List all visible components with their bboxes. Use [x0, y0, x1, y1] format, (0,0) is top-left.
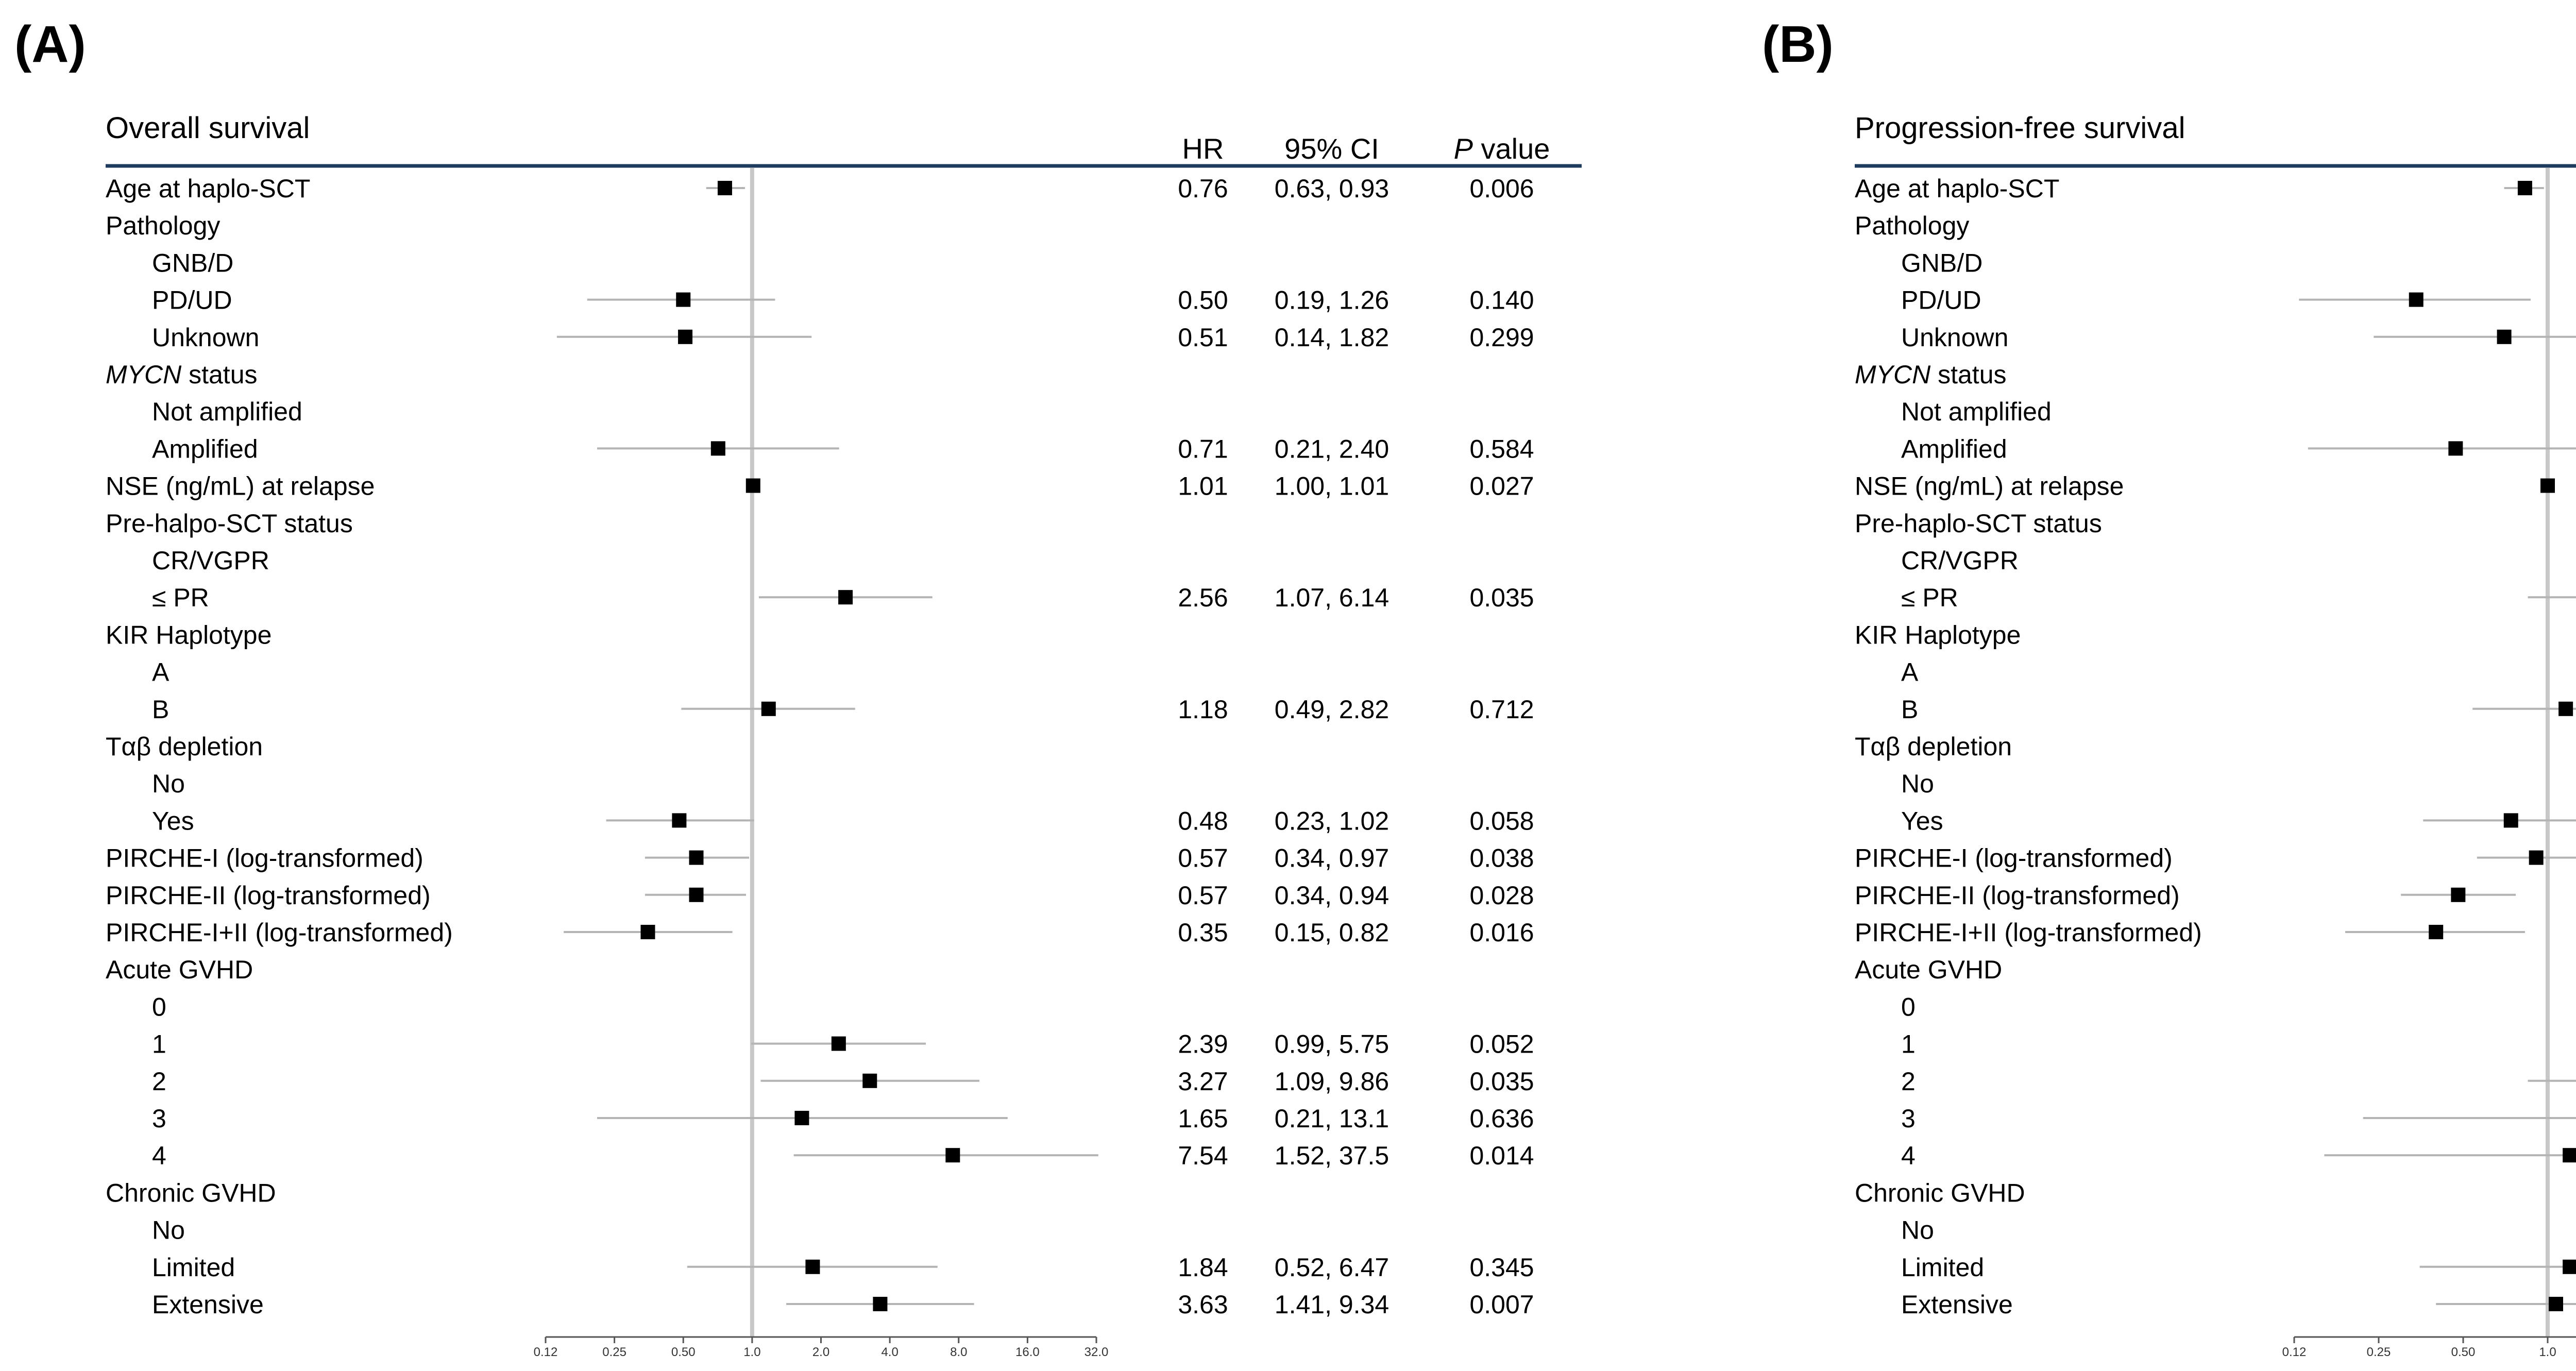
hr-point — [873, 1297, 887, 1311]
table-row — [1855, 955, 2002, 984]
row-label: PD/UD — [1901, 285, 1981, 315]
hr-value: 3.27 — [1178, 1067, 1228, 1096]
row-label: GNB/D — [1901, 248, 1983, 278]
hr-point — [2429, 925, 2443, 939]
table-row — [1855, 360, 2007, 389]
row-label: Age at haplo-SCT — [106, 174, 311, 203]
table-row — [1901, 1141, 2576, 1170]
table-row — [1901, 1290, 2576, 1319]
row-label: A — [152, 657, 170, 687]
p-value-header — [1454, 132, 1550, 165]
row-label: PIRCHE-I+II (log-transformed) — [106, 918, 453, 947]
hr-point — [832, 1037, 846, 1051]
row-label: No — [1901, 1215, 1934, 1245]
table-row — [152, 583, 1534, 612]
table-row — [152, 1253, 1534, 1282]
row-label: Amplified — [152, 434, 258, 464]
row-label: Extensive — [152, 1290, 264, 1319]
row-label: Pathology — [106, 211, 221, 241]
p-letter: P — [1453, 132, 1473, 165]
row-label: Chronic GVHD — [106, 1178, 276, 1208]
table-row — [1901, 992, 1916, 1021]
row-label: Yes — [152, 806, 194, 836]
table-row — [1855, 509, 2102, 538]
p-value: 0.636 — [1469, 1104, 1534, 1133]
row-label: PIRCHE-II (log-transformed) — [106, 881, 431, 910]
x-tick-label: 1.0 — [743, 1345, 761, 1359]
hr-point — [945, 1148, 960, 1162]
table-row — [152, 434, 1534, 463]
row-label: Pre-haplo-SCT status — [1855, 509, 2102, 538]
p-value: 0.035 — [1469, 583, 1534, 613]
hr-point — [2409, 293, 2424, 307]
hr-point — [794, 1111, 809, 1125]
x-tick-label: 0.25 — [602, 1345, 626, 1359]
table-row — [1901, 769, 1934, 798]
row-label: Acute GVHD — [1855, 955, 2003, 985]
table-row — [1901, 806, 2576, 835]
ci-value: 0.21, 2.40 — [1274, 434, 1389, 464]
ci-value: 1.41, 9.34 — [1274, 1290, 1389, 1319]
hr-point — [2497, 330, 2512, 344]
x-tick-label: 0.12 — [2282, 1345, 2307, 1359]
ci-value: 1.09, 9.86 — [1274, 1067, 1389, 1096]
table-row — [152, 1216, 185, 1245]
table-row — [106, 881, 1534, 910]
p-value: 0.712 — [1469, 695, 1534, 724]
row-label: 1 — [152, 1029, 166, 1059]
hr-value: 0.76 — [1178, 174, 1228, 203]
table-row — [106, 918, 1534, 947]
row-label: PD/UD — [152, 285, 232, 315]
table-row — [1901, 695, 2576, 724]
table-row — [152, 658, 170, 687]
p-value: 0.584 — [1469, 434, 1534, 464]
row-label-italic: MYCN — [1855, 360, 1931, 389]
table-row — [1855, 732, 2012, 761]
table-row — [1855, 211, 1969, 240]
p-value: 0.038 — [1469, 843, 1534, 873]
table-row — [152, 1290, 1534, 1319]
table-row — [1901, 286, 2576, 315]
ci-value: 0.34, 0.97 — [1274, 843, 1389, 873]
table-row — [106, 620, 272, 649]
x-tick-label: 0.50 — [671, 1345, 696, 1359]
hr-point — [672, 813, 686, 827]
row-label: B — [152, 695, 170, 724]
table-row — [106, 732, 263, 761]
row-label: Not amplified — [152, 397, 302, 427]
x-tick-label: 0.12 — [533, 1345, 558, 1359]
hr-value: 3.63 — [1178, 1290, 1228, 1319]
table-row — [152, 769, 185, 798]
table-row — [152, 1104, 1534, 1133]
p-value: 0.007 — [1469, 1290, 1534, 1319]
table-row — [152, 1030, 1534, 1059]
row-label: PIRCHE-I (log-transformed) — [106, 843, 423, 873]
p-value: 0.140 — [1469, 285, 1534, 315]
table-row — [106, 472, 1534, 501]
table-row — [1901, 1067, 2576, 1096]
table-row — [1901, 546, 2019, 575]
row-label: Extensive — [1901, 1290, 2013, 1319]
row-label: 0 — [1901, 992, 1916, 1022]
hr-point — [2518, 181, 2532, 195]
table-row — [1855, 881, 2576, 910]
panel-b — [1762, 15, 2576, 1359]
ci-value: 0.23, 1.02 — [1274, 806, 1389, 836]
row-label: CR/VGPR — [1901, 546, 2019, 575]
row-label: Limited — [1901, 1252, 1985, 1282]
ci-value: 0.99, 5.75 — [1274, 1029, 1389, 1059]
table-row — [1901, 658, 1919, 687]
x-tick-label: 4.0 — [881, 1345, 899, 1359]
row-label-suffix: status — [181, 360, 258, 389]
hr-point — [2558, 702, 2573, 716]
table-row — [152, 397, 302, 426]
hr-value: 0.57 — [1178, 843, 1228, 873]
p-value: 0.016 — [1469, 918, 1534, 947]
row-label: PIRCHE-I (log-transformed) — [1855, 843, 2173, 873]
hr-point — [746, 479, 760, 493]
table-row — [152, 323, 1534, 352]
ci-value: 1.07, 6.14 — [1274, 583, 1389, 613]
ci-value: 0.49, 2.82 — [1274, 695, 1389, 724]
hr-point — [689, 888, 704, 902]
table-row — [106, 509, 353, 538]
row-label: No — [152, 769, 185, 799]
ci-value: 1.52, 37.5 — [1274, 1141, 1389, 1171]
table-row — [1855, 472, 2576, 501]
row-label: 3 — [1901, 1104, 1916, 1133]
table-row — [106, 955, 253, 984]
hr-point — [2563, 1260, 2576, 1274]
hr-value: 1.01 — [1178, 471, 1228, 501]
row-label: ≤ PR — [1901, 583, 1958, 613]
row-label: Pathology — [1855, 211, 1970, 241]
row-label: NSE (ng/mL) at relapse — [106, 471, 375, 501]
table-row — [106, 174, 1534, 203]
hr-point — [805, 1260, 820, 1274]
row-label: No — [152, 1215, 185, 1245]
row-label: No — [1901, 769, 1934, 799]
table-row — [1901, 1253, 2576, 1282]
x-tick-label: 16.0 — [1015, 1345, 1040, 1359]
hr-point — [676, 293, 690, 307]
x-tick-label: 0.25 — [2366, 1345, 2391, 1359]
p-value: 0.035 — [1469, 1067, 1534, 1096]
row-label: 4 — [152, 1141, 166, 1171]
table-row — [152, 546, 269, 575]
x-tick-label: 32.0 — [1084, 1345, 1109, 1359]
row-label: B — [1901, 695, 1919, 724]
table-row — [1855, 1178, 2025, 1207]
hr-value: 1.65 — [1178, 1104, 1228, 1133]
table-row — [152, 1067, 1534, 1096]
row-label-italic: MYCN — [106, 360, 182, 389]
row-label: GNB/D — [152, 248, 234, 278]
row-label: Limited — [152, 1252, 235, 1282]
table-row — [1901, 583, 2576, 612]
row-label: Tαβ depletion — [106, 732, 263, 761]
table-row — [1901, 434, 2576, 463]
p-value: 0.027 — [1469, 471, 1534, 501]
hr-value: 0.57 — [1178, 881, 1228, 910]
hr-point — [2549, 1297, 2563, 1311]
table-row — [106, 1178, 276, 1207]
row-label: Unknown — [1901, 323, 2009, 352]
hr-point — [862, 1074, 877, 1088]
hr-value: 2.56 — [1178, 583, 1228, 613]
table-row — [152, 248, 233, 277]
row-label: Acute GVHD — [106, 955, 253, 985]
hr-value: 2.39 — [1178, 1029, 1228, 1059]
row-label: Pre-halpo-SCT status — [106, 509, 353, 538]
hr-point — [2448, 441, 2463, 455]
hr-point — [2540, 479, 2555, 493]
hr-value: 0.71 — [1178, 434, 1228, 464]
hr-point — [678, 330, 692, 344]
hr-point — [2504, 813, 2518, 827]
panel-a — [14, 15, 1582, 1359]
table-row — [1901, 397, 2052, 426]
table-row — [1901, 1030, 2576, 1059]
row-label: ≤ PR — [152, 583, 209, 613]
hr-value: 1.18 — [1178, 695, 1228, 724]
table-row — [1901, 323, 2576, 352]
x-tick-label: 2.0 — [812, 1345, 830, 1359]
table-row — [152, 286, 1534, 315]
hr-point — [2451, 888, 2465, 902]
hr-header: HR — [1182, 132, 1224, 165]
hr-point — [711, 441, 725, 455]
row-label: Chronic GVHD — [1855, 1178, 2025, 1208]
ci-value: 0.21, 13.1 — [1274, 1104, 1389, 1133]
hr-point — [640, 925, 655, 939]
row-label: A — [1901, 657, 1919, 687]
table-row — [1855, 844, 2576, 873]
panel-title: Overall survival — [106, 111, 310, 145]
table-row — [106, 211, 220, 240]
panel-title: Progression-free survival — [1855, 111, 2185, 145]
table-row — [1901, 1104, 2576, 1133]
table-row — [106, 844, 1534, 873]
p-value: 0.058 — [1469, 806, 1534, 836]
hr-value: 0.35 — [1178, 918, 1228, 947]
x-tick-label: 1.0 — [2539, 1345, 2556, 1359]
table-row — [1855, 620, 2021, 649]
hr-value: 7.54 — [1178, 1141, 1228, 1171]
row-label: 1 — [1901, 1029, 1916, 1059]
hr-point — [689, 851, 704, 865]
table-row — [152, 695, 1534, 724]
panel-letter: (B) — [1762, 15, 1834, 73]
table-row — [152, 806, 1534, 835]
x-tick-label: 0.50 — [2451, 1345, 2476, 1359]
row-label-suffix: status — [1930, 360, 2007, 389]
row-label: Tαβ depletion — [1855, 732, 2012, 761]
p-value: 0.345 — [1469, 1252, 1534, 1282]
table-row — [106, 360, 258, 389]
ci-header: 95% CI — [1284, 132, 1379, 165]
p-value: 0.028 — [1469, 881, 1534, 910]
row-label: KIR Haplotype — [1855, 620, 2021, 650]
row-label: 0 — [152, 992, 166, 1022]
p-value: 0.006 — [1469, 174, 1534, 203]
table-row — [1901, 1216, 1934, 1245]
ci-value: 0.52, 6.47 — [1274, 1252, 1389, 1282]
row-label: Amplified — [1901, 434, 2007, 464]
ci-value: 0.14, 1.82 — [1274, 323, 1389, 352]
row-label: Unknown — [152, 323, 260, 352]
hr-point — [838, 590, 853, 604]
table-row — [152, 1141, 1534, 1170]
hr-point — [2529, 851, 2544, 865]
table-row — [1855, 918, 2576, 947]
row-label: Age at haplo-SCT — [1855, 174, 2060, 203]
row-label — [106, 360, 258, 389]
hr-value: 0.50 — [1178, 285, 1228, 315]
ci-value: 1.00, 1.01 — [1274, 471, 1389, 501]
ci-value: 0.34, 0.94 — [1274, 881, 1389, 910]
panel-letter: (A) — [14, 15, 86, 73]
hr-point — [761, 702, 776, 716]
hr-point — [2563, 1148, 2576, 1162]
row-label: CR/VGPR — [152, 546, 269, 575]
row-label: 4 — [1901, 1141, 1916, 1171]
ci-value: 0.63, 0.93 — [1274, 174, 1389, 203]
hr-value: 0.48 — [1178, 806, 1228, 836]
table-row — [1901, 248, 1982, 277]
row-label — [1855, 360, 2007, 389]
ci-value: 0.19, 1.26 — [1274, 285, 1389, 315]
row-label: PIRCHE-I+II (log-transformed) — [1855, 918, 2202, 947]
hr-value: 1.84 — [1178, 1252, 1228, 1282]
p-value: 0.014 — [1469, 1141, 1534, 1171]
p-suffix: value — [1472, 132, 1550, 165]
table-row — [1855, 174, 2576, 203]
table-row — [152, 992, 166, 1021]
row-label: NSE (ng/mL) at relapse — [1855, 471, 2124, 501]
x-tick-label: 8.0 — [950, 1345, 968, 1359]
row-label: Yes — [1901, 806, 1943, 836]
p-value: 0.052 — [1469, 1029, 1534, 1059]
row-label: KIR Haplotype — [106, 620, 272, 650]
row-label: Not amplified — [1901, 397, 2052, 427]
row-label: 2 — [152, 1067, 166, 1096]
row-label: 3 — [152, 1104, 166, 1133]
hr-value: 0.51 — [1178, 323, 1228, 352]
ci-value: 0.15, 0.82 — [1274, 918, 1389, 947]
row-label: PIRCHE-II (log-transformed) — [1855, 881, 2180, 910]
row-label: 2 — [1901, 1067, 1916, 1096]
hr-point — [718, 181, 732, 195]
p-value: 0.299 — [1469, 323, 1534, 352]
